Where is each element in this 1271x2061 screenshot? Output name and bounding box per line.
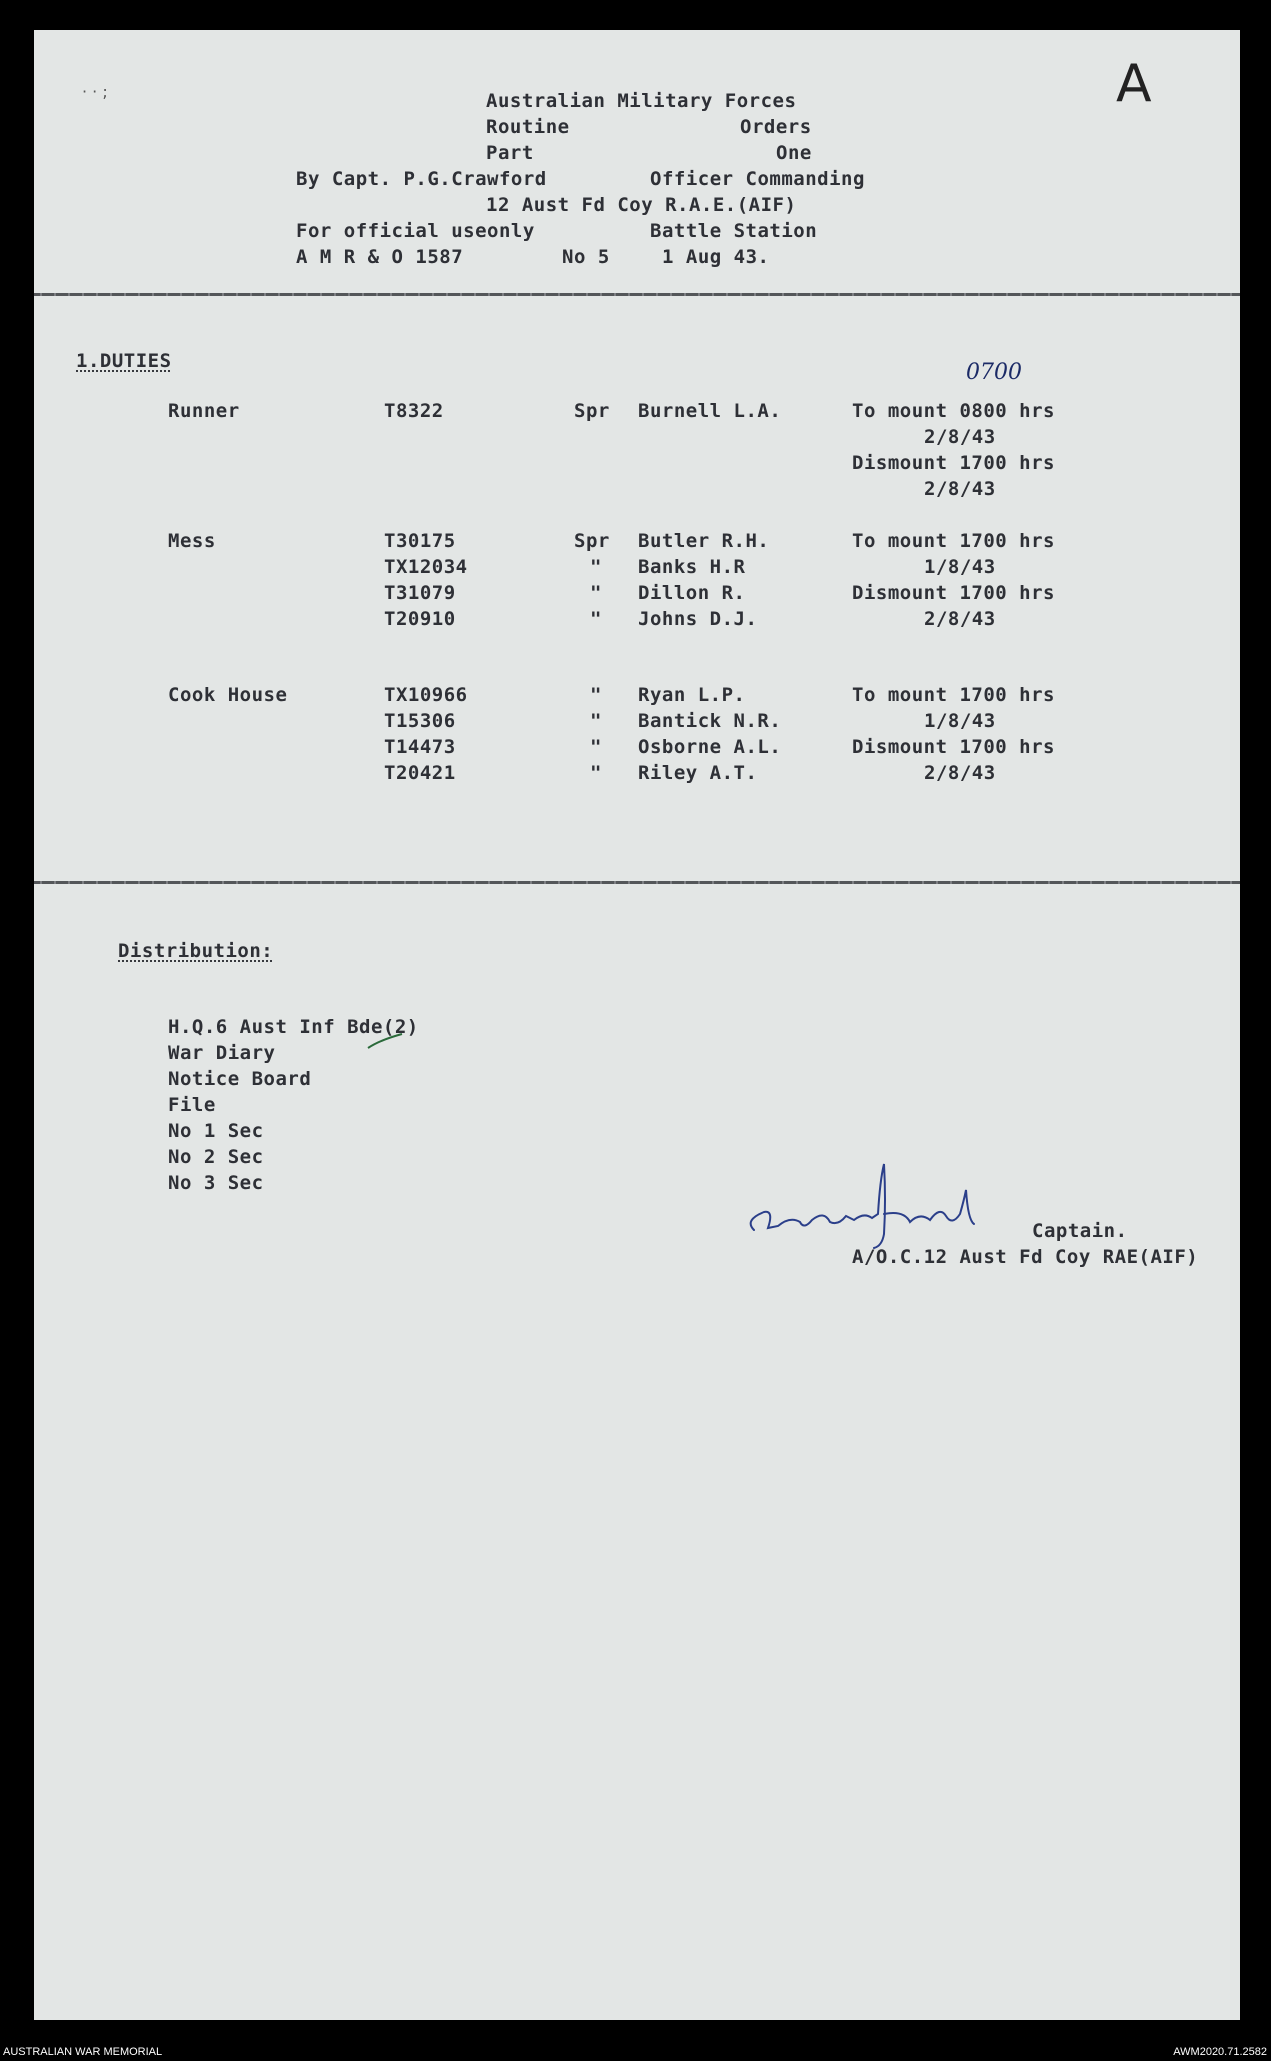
list-item: Notice Board — [168, 1068, 312, 1090]
header-part: Part — [486, 142, 534, 164]
rank: " — [590, 710, 602, 732]
header-orders: Orders — [740, 116, 812, 138]
footer-accession-number: AWM2020.71.2582 — [1173, 2046, 1267, 2058]
rank: Spr — [574, 530, 610, 552]
person-name: Banks H.R — [638, 556, 746, 578]
rank: " — [590, 762, 602, 784]
list-item: File — [168, 1094, 216, 1116]
service-number: T30175 — [384, 530, 456, 552]
rank: " — [590, 608, 602, 630]
tick-mark — [366, 1030, 406, 1054]
runner-rank: Spr — [574, 400, 610, 422]
corner-letter: A — [1116, 54, 1152, 114]
header-one: One — [776, 142, 812, 164]
person-name: Butler R.H. — [638, 530, 770, 552]
signature-rank: Captain. — [1032, 1220, 1128, 1242]
header-by: By Capt. P.G.Crawford — [296, 168, 547, 190]
duty-note: 2/8/43 — [924, 608, 996, 630]
service-number: T31079 — [384, 582, 456, 604]
header-official: For official useonly — [296, 220, 535, 242]
runner-dismount: Dismount 1700 hrs — [852, 452, 1055, 474]
list-item: No 1 Sec — [168, 1120, 264, 1142]
service-number: TX10966 — [384, 684, 468, 706]
header-routine: Routine — [486, 116, 570, 138]
rank: " — [590, 556, 602, 578]
duty-label-runner: Runner — [168, 400, 240, 422]
duty-label-cookhouse: Cook House — [168, 684, 288, 706]
header-unit: 12 Aust Fd Coy R.A.E.(AIF) — [486, 194, 797, 216]
runner-name: Burnell L.A. — [638, 400, 782, 422]
header-date: 1 Aug 43. — [662, 246, 770, 268]
duty-label-mess: Mess — [168, 530, 216, 552]
distribution-title: Distribution: — [118, 940, 274, 962]
service-number: T20421 — [384, 762, 456, 784]
list-item: H.Q.6 Aust Inf Bde(2) — [168, 1016, 419, 1038]
person-name: Johns D.J. — [638, 608, 758, 630]
service-number: T14473 — [384, 736, 456, 758]
header-officer: Officer Commanding — [650, 168, 865, 190]
signature-handwritten — [734, 1160, 1014, 1260]
list-item: War Diary — [168, 1042, 276, 1064]
header-number: No 5 — [562, 246, 610, 268]
signature-title: A/O.C.12 Aust Fd Coy RAE(AIF) — [852, 1246, 1199, 1268]
runner-mount: To mount 0800 hrs — [852, 400, 1055, 422]
section-title: 1.DUTIES — [76, 350, 172, 372]
rank: " — [590, 736, 602, 758]
service-number: T20910 — [384, 608, 456, 630]
person-name: Bantick N.R. — [638, 710, 782, 732]
person-name: Ryan L.P. — [638, 684, 746, 706]
rank: " — [590, 582, 602, 604]
duty-note: To mount 1700 hrs — [852, 530, 1055, 552]
footer-archive-name: AUSTRALIAN WAR MEMORIAL — [3, 2046, 163, 2058]
runner-hand-correction: 0700 — [966, 360, 1022, 385]
duty-note: 1/8/43 — [924, 710, 996, 732]
duty-note: 2/8/43 — [924, 762, 996, 784]
duty-note: To mount 1700 hrs — [852, 684, 1055, 706]
document-page — [34, 30, 1240, 2020]
header-ref: A M R & O 1587 — [296, 246, 464, 268]
margin-mark: · · ; — [82, 82, 108, 101]
runner-number: T8322 — [384, 400, 444, 422]
divider-top — [34, 293, 1240, 296]
divider-bottom — [34, 881, 1240, 884]
list-item: No 2 Sec — [168, 1146, 264, 1168]
duty-note: 1/8/43 — [924, 556, 996, 578]
header-title: Australian Military Forces — [486, 90, 797, 112]
runner-mount-date: 2/8/43 — [924, 426, 996, 448]
service-number: TX12034 — [384, 556, 468, 578]
rank: " — [590, 684, 602, 706]
duty-note: Dismount 1700 hrs — [852, 736, 1055, 758]
person-name: Riley A.T. — [638, 762, 758, 784]
person-name: Osborne A.L. — [638, 736, 782, 758]
service-number: T15306 — [384, 710, 456, 732]
runner-dismount-date: 2/8/43 — [924, 478, 996, 500]
list-item: No 3 Sec — [168, 1172, 264, 1194]
duty-note: Dismount 1700 hrs — [852, 582, 1055, 604]
person-name: Dillon R. — [638, 582, 746, 604]
header-station: Battle Station — [650, 220, 818, 242]
